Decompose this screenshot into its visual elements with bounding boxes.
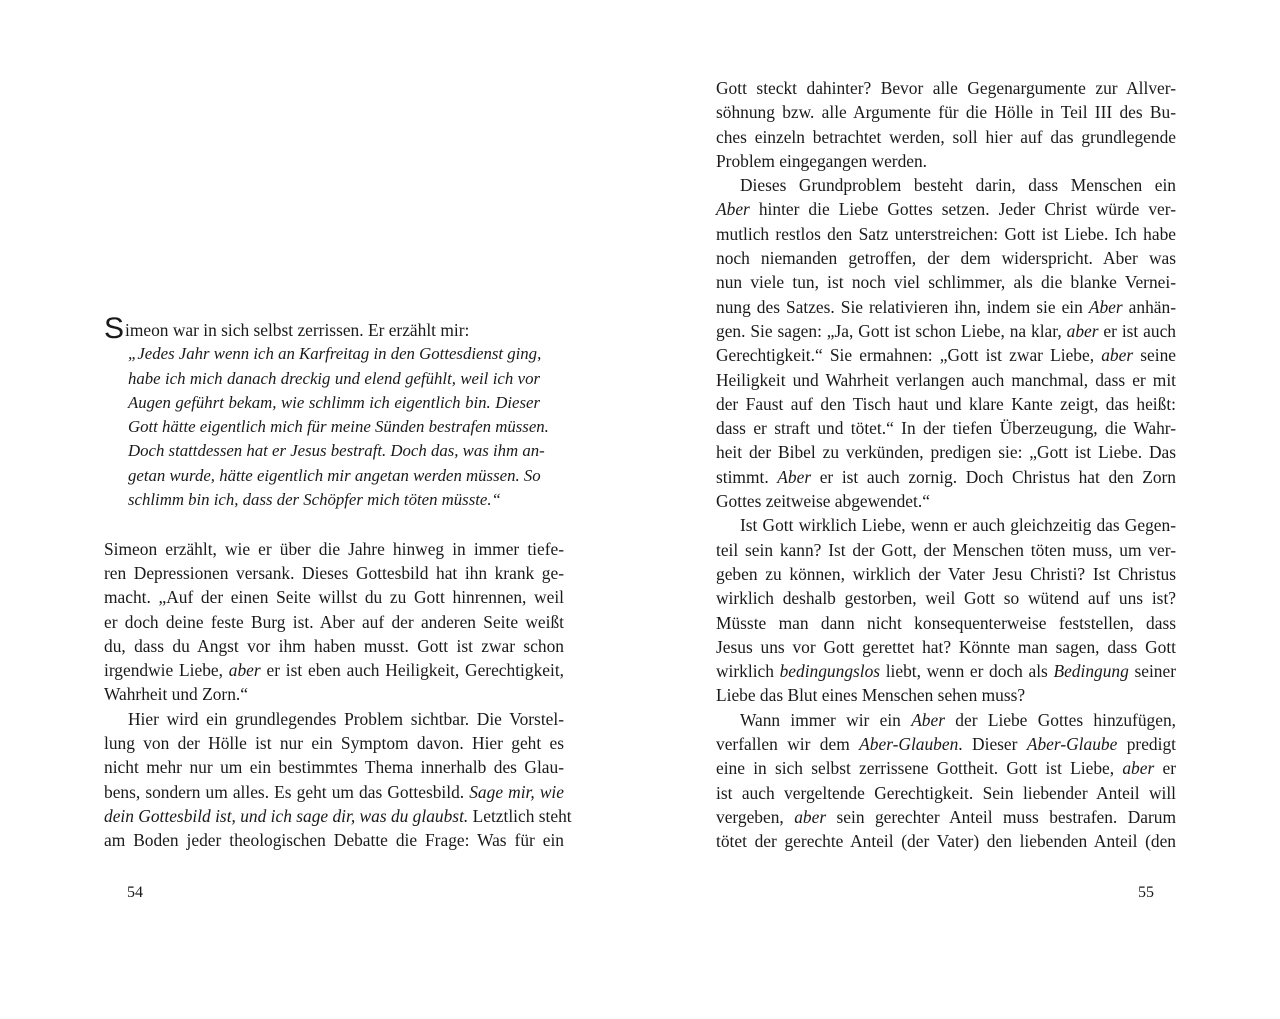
body-line: heit der Bibel zu verkünden, predigen sie: „Gott ist Liebe. Das (716, 442, 1176, 463)
intro-line (104, 312, 564, 345)
body-line: geben zu können, wirklich der Vater Jesu Christi? Ist Christus (716, 563, 1176, 584)
emphasis: Aber (1088, 296, 1123, 317)
body-line: Jesus uns vor Gott gerettet hat? Könnte man sagen, dass Gott (716, 636, 1176, 657)
body-line: ist auch vergeltende Gerechtigkeit. Sein liebender Anteil will (716, 782, 1176, 803)
body-line (716, 197, 1176, 221)
body-line: Müsste man dann nicht konsequenterweise feststellen, dass (716, 612, 1176, 633)
quote-line: getan wurde, hätte eigentlich mir angetan werden müssen. So (128, 465, 541, 485)
text-run: wirklich (716, 661, 780, 682)
text-run: anhän- (1122, 296, 1176, 317)
text-run: stimmt. (716, 466, 778, 487)
body-line: tötet der gerechte Anteil (der Vater) den liebenden Anteil (den (716, 831, 1176, 852)
body-line (716, 465, 1176, 489)
text-run: Wann immer wir ein (740, 709, 912, 730)
body-line: macht. „Auf der einen Seite willst du zu Gott hinrennen, weil (104, 587, 564, 608)
body-line: ren Depressionen versank. Dieses Gottesbild hat ihn krank ge- (104, 562, 564, 583)
body-line: lung von der Hölle ist nur ein Symptom davon. Hier geht es (104, 733, 564, 754)
body-line: der Faust auf den Tisch haut und klare Kante zeigt, das heißt: (716, 393, 1176, 414)
text-run: bens, sondern um alles. Es geht um das Gottesbild. (104, 781, 470, 802)
emphasis: Aber (911, 709, 945, 730)
text-run: der Liebe Gottes hinzufügen, (945, 709, 1176, 730)
text-run: Gerechtigkeit.“ Sie ermahnen: „Gott ist zwar Liebe, (716, 345, 1102, 366)
body-line: am Boden jeder theologischen Debatte die Frage: Was für ein (104, 830, 564, 851)
body-line: söhnung bzw. alle Argumente für die Hölle in Teil III des Bu- (716, 102, 1176, 123)
emphasis: aber (794, 806, 827, 827)
body-line: Gottes zeitweise abgewendet.“ (716, 491, 930, 512)
left-page-text (104, 312, 572, 853)
text-run: er (1154, 758, 1176, 779)
body-line: ches einzeln betrachtet werden, soll hier auf das grundlegende (716, 126, 1176, 147)
drop-cap: S (104, 312, 125, 345)
body-line: noch niemanden getroffen, der dem widerspricht. Aber was (716, 248, 1176, 269)
text-run: hinter die Liebe Gottes setzen. Jeder Christ würde ver- (749, 199, 1176, 220)
emphasis: Aber (777, 466, 812, 487)
quote-line: Augen geführt bekam, wie schlimm ich eigentlich bin. Dieser (128, 392, 540, 412)
emphasis: Aber (716, 199, 750, 220)
text-run: liebt, wenn er doch als (880, 661, 1054, 682)
text-run: seiner (1128, 661, 1176, 682)
body-line (716, 343, 1176, 367)
emphasis: Aber-Glaube (1026, 734, 1118, 755)
text-run: er ist auch zornig. Doch Christus hat den Zorn (811, 466, 1176, 487)
body-line (716, 295, 1176, 319)
text-run: vergeben, (716, 806, 795, 827)
body-line: Gott steckt dahinter? Bevor alle Gegenargumente zur Allver- (716, 78, 1176, 98)
emphasis: Bedingung (1053, 661, 1129, 682)
body-line: dass er straft und tötet.“ In der tiefen Überzeugung, die Wahr- (716, 418, 1176, 439)
body-line: du, dass du Angst vor ihm haben musst. Gott ist zwar schon (104, 635, 564, 656)
body-line: er doch deine feste Burg ist. Aber auf der anderen Seite weißt (104, 611, 564, 632)
emphasis: aber (1122, 758, 1155, 779)
text-run: gen. Sie sagen: „Ja, Gott ist schon Liebe, na klar, (716, 320, 1067, 341)
text-run: er ist auch (1098, 320, 1176, 341)
right-page-text (716, 76, 1176, 854)
quote-line: Gott hätte eigentlich mich für meine Sünden bestrafen müssen. (128, 417, 549, 437)
text-run: sein gerechter Anteil muss bestrafen. Darum (826, 806, 1176, 827)
text-run: seine (1133, 345, 1176, 366)
text-run: predigt (1117, 734, 1176, 755)
emphasis: aber (228, 660, 261, 681)
page-number: 54 (127, 884, 143, 901)
emphasis: Sage mir, wie (469, 781, 564, 802)
text-run: eine in sich selbst zerrissene Gottheit. Gott ist Liebe, (716, 758, 1123, 779)
page-number: 55 (1138, 884, 1154, 901)
emphasis: aber (1066, 320, 1099, 341)
body-line: Ist Gott wirklich Liebe, wenn er auch gleichzeitig das Gegen- (740, 515, 1176, 536)
text-run: irgendwie Liebe, (104, 660, 229, 681)
text-run: verfallen wir dem (716, 734, 860, 755)
emphasis: aber (1101, 345, 1134, 366)
body-line: Hier wird ein grundlegendes Problem sichtbar. Die Vorstel- (128, 708, 564, 729)
body-line: Liebe das Blut eines Menschen sehen muss? (716, 685, 1026, 706)
body-line: Problem eingegangen werden. (716, 150, 928, 171)
quote-line: habe ich mich danach dreckig und elend gefühlt, weil ich vor (128, 368, 540, 388)
emphasis: Aber-Glauben (859, 734, 959, 755)
body-line: Simeon erzählt, wie er über die Jahre hinweg in immer tiefe- (104, 538, 564, 559)
body-line (716, 756, 1176, 780)
intro-text: imeon war in sich selbst zerrissen. Er erzählt mir: (125, 320, 470, 340)
body-line: mutlich restlos den Satz unterstreichen: Gott ist Liebe. Ich habe (716, 223, 1176, 244)
text-run: . Dieser (958, 734, 1027, 755)
body-line (716, 659, 1176, 683)
body-line: nun viele tun, ist noch viel schlimmer, als die blanke Vernei- (716, 272, 1176, 293)
text-run: Letztlich steht (468, 805, 572, 826)
body-line (716, 805, 1176, 829)
quote-line: Doch stattdessen hat er Jesus bestraft. Doch das, was ihm an- (128, 441, 545, 461)
text-run: er ist eben auch Heiligkeit, Gerechtigkeit, (260, 660, 564, 681)
body-line: nicht mehr nur um ein bestimmtes Thema innerhalb des Glau- (104, 757, 564, 778)
body-line: Dieses Grundproblem besteht darin, dass Menschen ein (740, 175, 1176, 196)
body-line: Wahrheit und Zorn.“ (104, 684, 248, 705)
emphasis: bedingungslos (779, 661, 881, 682)
spacer (104, 512, 564, 536)
body-line: wirklich deshalb gestorben, weil Gott so wütend auf uns ist? (716, 588, 1176, 609)
body-line (104, 780, 564, 804)
body-line (716, 708, 1176, 732)
body-line (716, 732, 1176, 756)
body-line: teil sein kann? Ist der Gott, der Menschen töten muss, um ver- (716, 539, 1176, 560)
quote-line: „Jedes Jahr wenn ich an Karfreitag in den Gottesdienst ging, (128, 344, 542, 364)
body-line (716, 319, 1176, 343)
quote-line: schlimm bin ich, dass der Schöpfer mich töten müsste.“ (128, 490, 501, 510)
body-line (104, 804, 572, 828)
body-line: Heiligkeit und Wahrheit verlangen auch manchmal, dass er mit (716, 369, 1176, 390)
body-line (104, 658, 564, 682)
text-run: nung des Satzes. Sie relativieren ihn, indem sie ein (716, 296, 1089, 317)
emphasis: dein Gottesbild ist, und ich sage dir, was du glaubst. (104, 805, 469, 826)
